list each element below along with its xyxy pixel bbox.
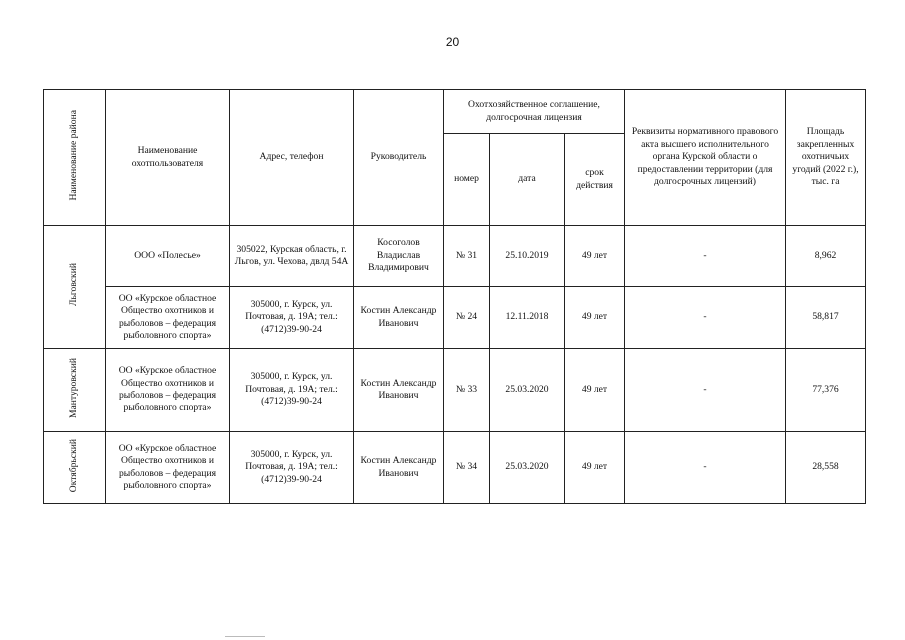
table-row — [44, 226, 866, 287]
header-address: Адрес, телефон — [230, 90, 354, 226]
number-cell: № 34 — [444, 432, 490, 504]
header-row-top — [44, 90, 866, 134]
scan-mark — [225, 636, 265, 637]
header-head: Руководитель — [354, 90, 444, 226]
area-cell: 58,817 — [786, 287, 866, 349]
header-user: Наименование охотпользователя — [106, 90, 230, 226]
user-cell: ООО «Полесье» — [106, 226, 230, 287]
term-cell: 49 лет — [565, 349, 625, 432]
district-cell: Мантуровский — [44, 349, 106, 432]
hunting-grounds-table — [43, 89, 866, 504]
requisites-cell: - — [625, 287, 786, 349]
user-cell: ОО «Курское областное Общество охотников и рыболовов – федерация рыболовного спорта» — [106, 287, 230, 349]
date-cell: 25.03.2020 — [490, 432, 565, 504]
address-cell: 305000, г. Курск, ул. Почтовая, д. 19А; тел.: (4712)39-90-24 — [230, 349, 354, 432]
number-cell: № 24 — [444, 287, 490, 349]
term-cell: 49 лет — [565, 432, 625, 504]
district-cell: Октябрьский — [44, 432, 106, 504]
number-cell: № 33 — [444, 349, 490, 432]
requisites-cell: - — [625, 432, 786, 504]
head-cell: Костин Александр Иванович — [354, 432, 444, 504]
date-cell: 25.03.2020 — [490, 349, 565, 432]
table-row — [44, 287, 866, 349]
requisites-cell: - — [625, 226, 786, 287]
requisites-cell: - — [625, 349, 786, 432]
address-cell: 305000, г. Курск, ул. Почтовая, д. 19А; тел.: (4712)39-90-24 — [230, 287, 354, 349]
area-cell: 28,558 — [786, 432, 866, 504]
header-number: номер — [444, 134, 490, 226]
table-row — [44, 349, 866, 432]
date-cell: 25.10.2019 — [490, 226, 565, 287]
header-requisites: Реквизиты нормативного правового акта высшего исполнительного органа Курской области о предоставлении территории (для долгосрочных лицензий) — [625, 90, 786, 226]
term-cell: 49 лет — [565, 226, 625, 287]
page-number: 20 — [445, 35, 460, 49]
user-cell: ОО «Курское областное Общество охотников и рыболовов – федерация рыболовного спорта» — [106, 349, 230, 432]
header-agreement: Охотхозяйственное соглашение, долгосрочная лицензия — [444, 90, 625, 134]
table-row — [44, 432, 866, 504]
address-cell: 305000, г. Курск, ул. Почтовая, д. 19А; тел.: (4712)39-90-24 — [230, 432, 354, 504]
number-cell: № 31 — [444, 226, 490, 287]
head-cell: Костин Александр Иванович — [354, 287, 444, 349]
date-cell: 12.11.2018 — [490, 287, 565, 349]
header-district: Наименование района — [44, 90, 106, 226]
header-term: срок действия — [565, 134, 625, 226]
area-cell: 8,962 — [786, 226, 866, 287]
head-cell: Костин Александр Иванович — [354, 349, 444, 432]
head-cell: Косоголов Владислав Владимирович — [354, 226, 444, 287]
district-cell: Льговский — [44, 226, 106, 349]
header-date: дата — [490, 134, 565, 226]
address-cell: 305022, Курская область, г. Льгов, ул. Чехова, двлд 54А — [230, 226, 354, 287]
area-cell: 77,376 — [786, 349, 866, 432]
header-area: Площадь закрепленных охотничьих угодий (2022 г.), тыс. га — [786, 90, 866, 226]
term-cell: 49 лет — [565, 287, 625, 349]
user-cell: ОО «Курское областное Общество охотников и рыболовов – федерация рыболовного спорта» — [106, 432, 230, 504]
